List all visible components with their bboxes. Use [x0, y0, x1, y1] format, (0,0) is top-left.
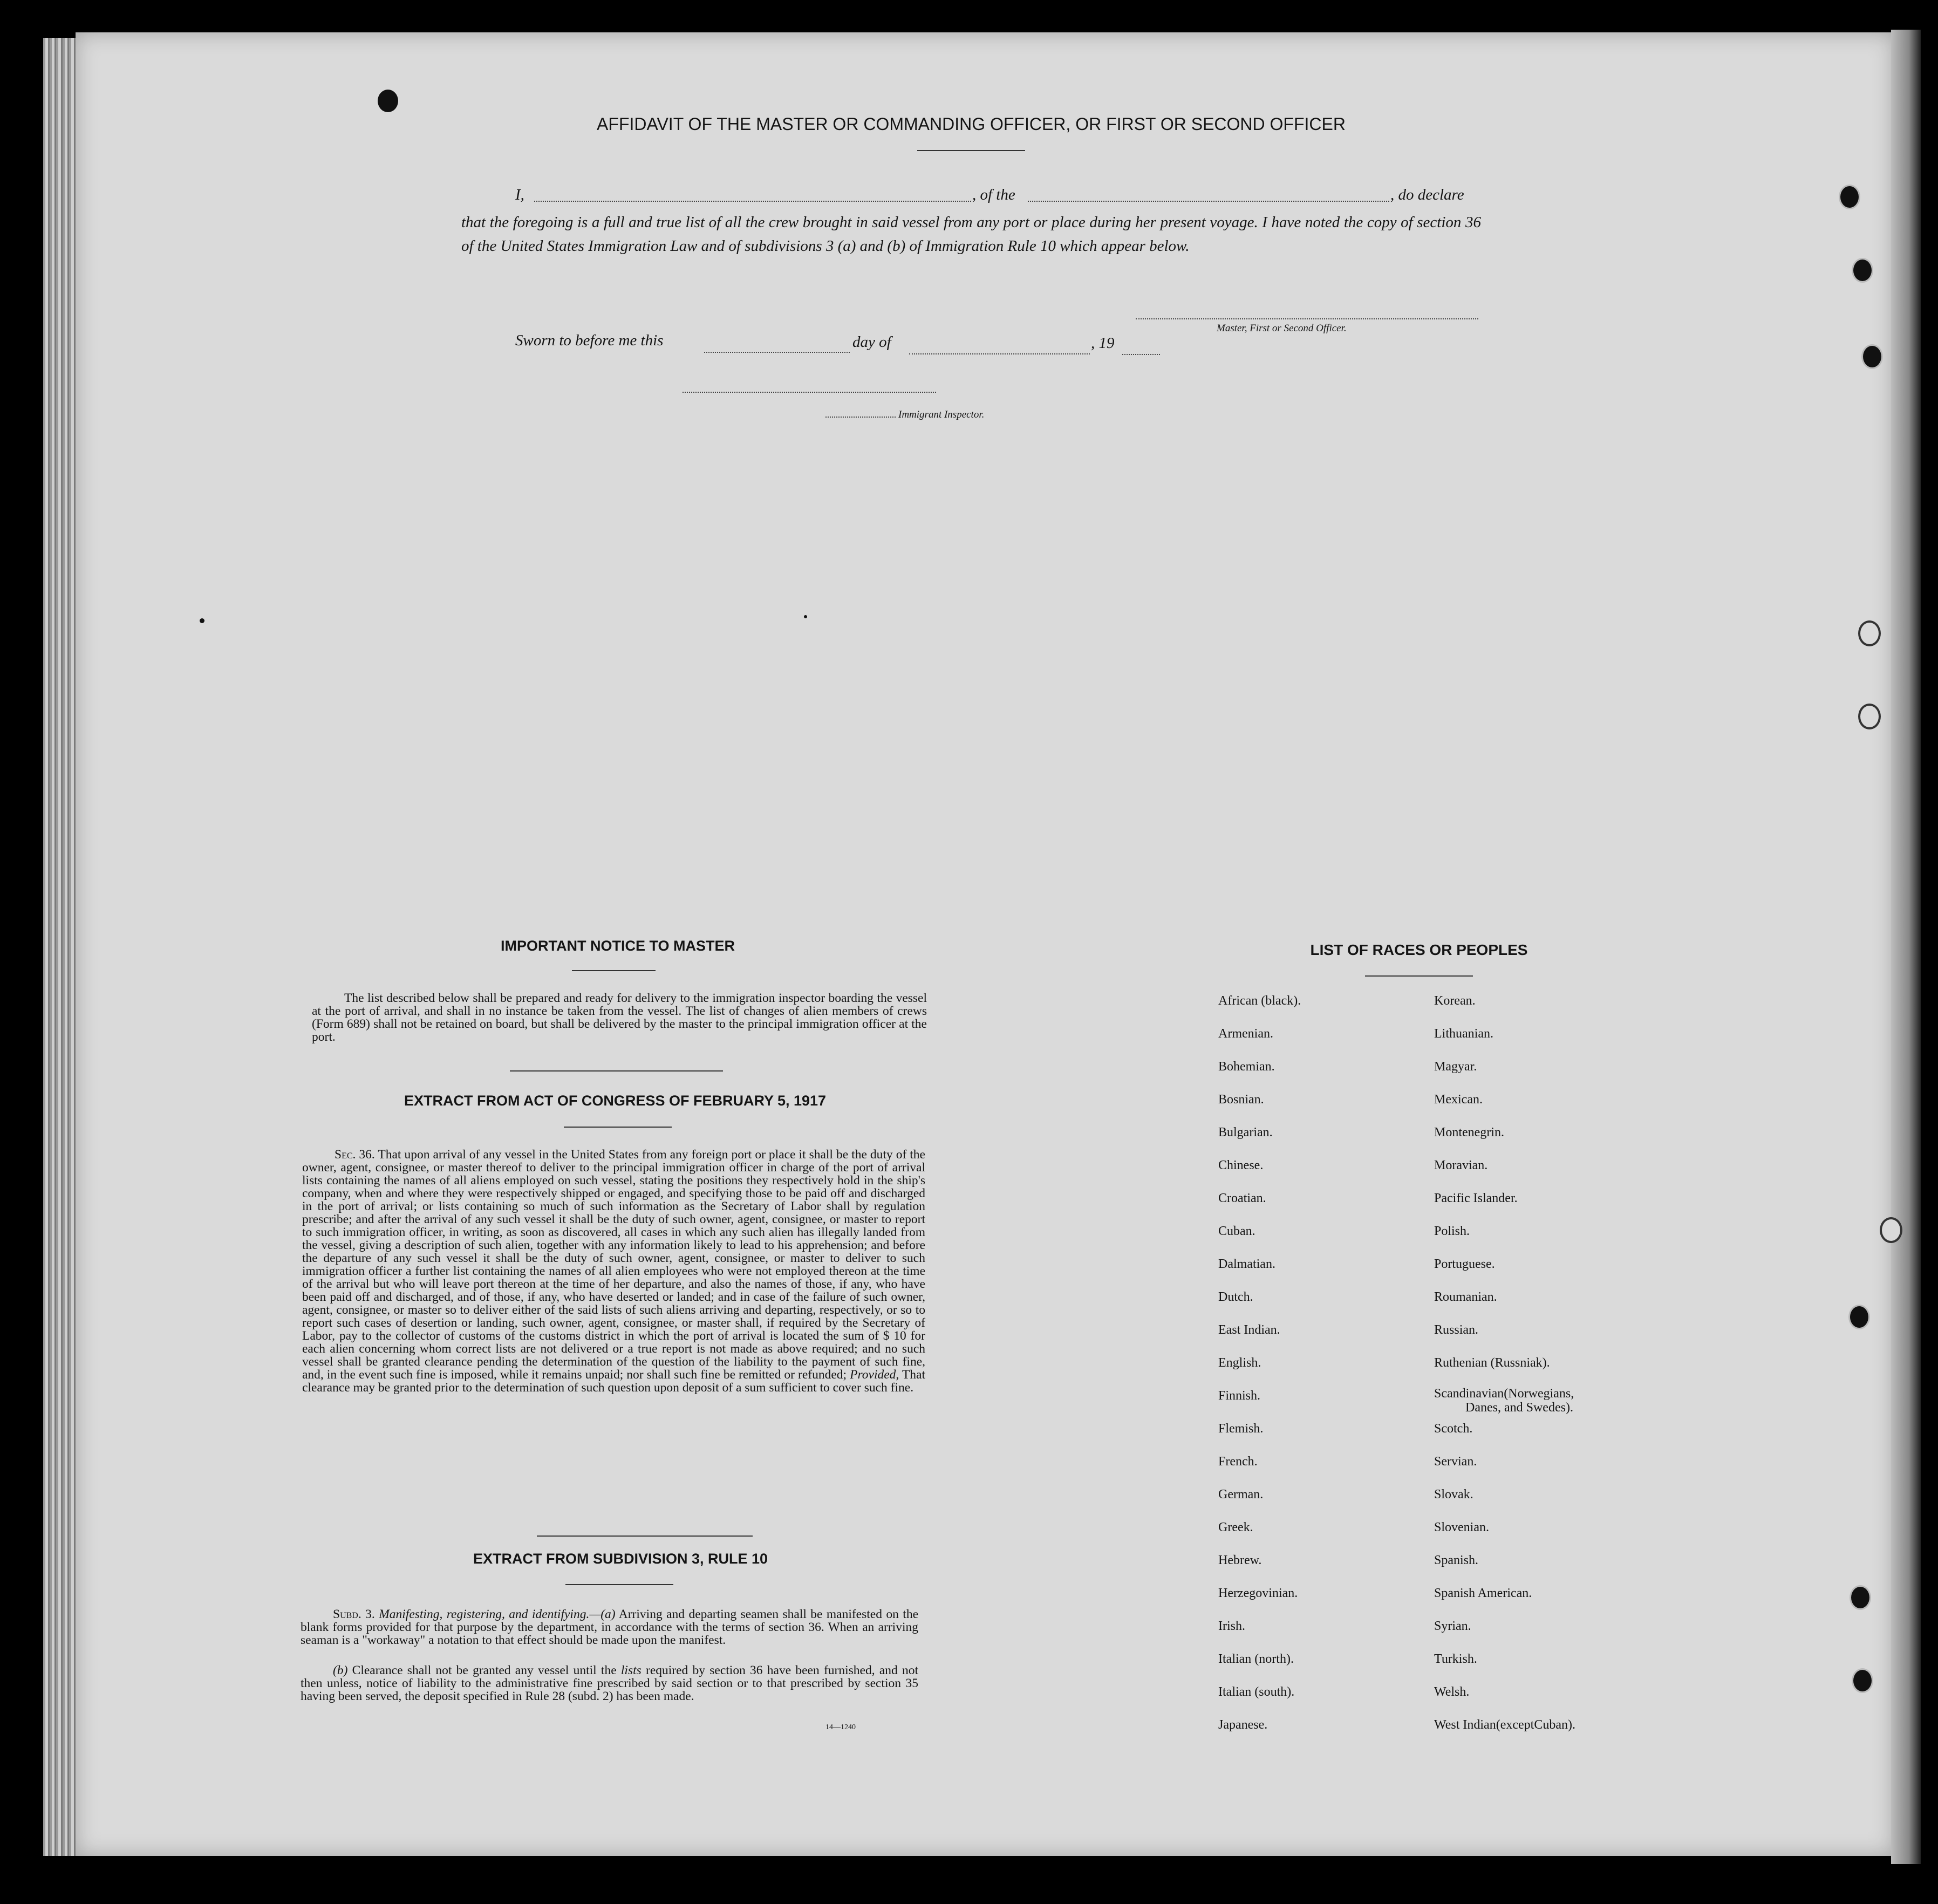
divider — [564, 1127, 672, 1128]
lists-word: lists — [620, 1663, 642, 1677]
sworn-day-blank — [704, 352, 850, 353]
divider — [917, 150, 1025, 151]
affidavit-title: AFFIDAVIT OF THE MASTER OR COMMANDING OFFICER, OR FIRST OR SECOND OFFICER — [597, 114, 1346, 134]
race-item: West Indian(exceptCuban). — [1434, 1718, 1575, 1732]
subd-heading: Manifesting, registering, and identifying.—(a) — [379, 1607, 616, 1621]
rule10-text-b — [301, 1664, 918, 1703]
race-item: Finnish. — [1218, 1389, 1261, 1403]
race-item: Irish. — [1218, 1619, 1245, 1633]
rule10-title: EXTRACT FROM SUBDIVISION 3, RULE 10 — [473, 1551, 768, 1567]
race-item: Slovak. — [1434, 1487, 1473, 1502]
divider — [537, 1536, 753, 1537]
race-item: Spanish American. — [1434, 1586, 1532, 1600]
rule10-text-a — [301, 1608, 918, 1647]
race-item: Welsh. — [1434, 1685, 1470, 1699]
punch-hole — [1839, 185, 1860, 209]
race-item: Bosnian. — [1218, 1093, 1264, 1107]
divider — [510, 1070, 723, 1072]
rule10-a-body: Arriving and departing seamen shall be manifested on the blank forms provided for that purpose by the department, in accordance with the terms of section 36. When an arriving seaman is a "workaway" a notation to that effect should be made upon the manifest. — [301, 1607, 918, 1647]
binding-edge — [43, 38, 77, 1856]
ink-spot — [378, 90, 398, 112]
races-left-column — [1218, 994, 1301, 1751]
race-item — [1434, 1387, 1575, 1420]
punch-hole — [1858, 620, 1881, 646]
races-right-column — [1434, 994, 1575, 1751]
rule10-b-body1: Clearance shall not be granted any vessel until the — [352, 1663, 617, 1677]
punch-hole — [1852, 258, 1873, 283]
vessel-blank — [1028, 201, 1389, 202]
race-item: Turkish. — [1434, 1652, 1477, 1666]
divider — [572, 970, 656, 971]
notice-text: The list described below shall be prepared and ready for delivery to the immigration inspector boarding the vessel at the port of arrival, and shall in no instance be taken from the vessel. The list of changes of alien members of crews (Form 689) shall not be retained on board, but shall be delivered by the master to the principal immigration officer at the port. — [312, 991, 927, 1044]
act-body: That upon arrival of any vessel in the United States from any foreign port or place it shall be the duty of the owner, agent, consignee, or master thereof to deliver to the principal immigration officer in charge of the port of arrival lists containing the names of all aliens employed on such vessel, stating the positions they respectively hold in the ship's company, when and where they were respectively shipped or engaged, and specifying those to be paid off and discharged in the port of arrival; or lists containing so much of such information as the Secretary of Labor shall by regulation prescribe; and after the arrival of any such vessel it shall be the duty of such owner, agent, consignee, or master to report to such immigration officer, in writing, as soon as discovered, all cases in which any such alien has illegally landed from the vessel, giving a description of such alien, together with any information likely to lead to his apprehension; and before the departure of any such vessel it shall be the duty of such owner, agent, consignee, or master to deliver to such immigration officer a further list containing the names of all alien employees who were not employed thereon at the time of the arrival but who will leave port thereon at the time of her departure, and also the names of those, if any, who have been paid off and discharged, and of those, if any, who have deserted or landed; and in case of the failure of such owner, agent, consignee, or master so to deliver either of the said lists of such aliens arriving and departing, respectively, or so to report such cases of desertion or landing, such owner, agent, consignee, or master shall, if required by the Secretary of Labor, pay to the collector of customs of the customs district in which the port of arrival is located the sum of $ 10 for each alien concerning whom correct lists are not delivered or a true report is not made as above required; and no such vessel shall be granted clearance pending the determination of the question of the liability to the payment of such fine, and, in the event such fine is imposed, while it remains unpaid; nor shall such fine be remitted or refunded; — [302, 1148, 925, 1382]
act-text — [302, 1148, 925, 1394]
ink-spot — [804, 615, 807, 618]
race-item: Herzegovinian. — [1218, 1586, 1298, 1600]
master-caption: Master, First or Second Officer. — [1217, 323, 1347, 334]
name-blank — [534, 201, 971, 202]
race-item: Syrian. — [1434, 1619, 1471, 1633]
race-item: Japanese. — [1218, 1718, 1268, 1732]
provided-word: Provided, — [850, 1368, 899, 1382]
race-item: Armenian. — [1218, 1027, 1273, 1041]
punch-hole — [1858, 704, 1881, 729]
notice-title: IMPORTANT NOTICE TO MASTER — [501, 938, 735, 954]
rule10-b-body2: required by section 36 have been furnished, and not then unless, notice of liability to the administrative fine prescribed by said section or to that prescribed by section 35 having been served, the deposit specified in Rule 28 (subd. 2) has been made. — [301, 1663, 919, 1703]
affidavit-body: that the foregoing is a full and true list of all the crew brought in said vessel from any port or place during her present voyage. I have noted the copy of section 36 of the United States Immigration Law and of subdivisions 3 (a) and (b) of Immigration Rule 10 which appear below. — [461, 214, 1481, 255]
year-label: , 19 — [1091, 335, 1115, 352]
race-item-line2: Danes, and Swedes). — [1465, 1401, 1573, 1415]
race-item: Portuguese. — [1434, 1257, 1495, 1271]
punch-hole — [1850, 1585, 1871, 1610]
master-signature-line — [1136, 318, 1478, 319]
race-item: Greek. — [1218, 1520, 1253, 1534]
page-stack-edge — [1891, 30, 1921, 1864]
race-item: Moravian. — [1434, 1158, 1488, 1172]
race-item: Italian (south). — [1218, 1685, 1295, 1699]
race-item: Bohemian. — [1218, 1060, 1275, 1074]
race-item: African (black). — [1218, 994, 1301, 1008]
race-item: Servian. — [1434, 1455, 1477, 1469]
race-item: Dutch. — [1218, 1290, 1253, 1304]
race-item: Hebrew. — [1218, 1553, 1262, 1567]
act-body-end: That clearance may be granted prior to the determination of such question upon deposit of a sum sufficient to cover such fine. — [302, 1368, 926, 1395]
inspector-caption: Immigrant Inspector. — [898, 409, 985, 420]
sworn-month-blank — [909, 353, 1090, 354]
race-item: Korean. — [1434, 994, 1476, 1008]
sec-36-label: Sec. 36. — [335, 1148, 375, 1162]
race-item: Roumanian. — [1434, 1290, 1497, 1304]
punch-hole — [1848, 1305, 1870, 1329]
race-item: English. — [1218, 1356, 1261, 1370]
race-item: Chinese. — [1218, 1158, 1264, 1172]
subd-label: Subd. 3. — [333, 1607, 375, 1621]
races-title: LIST OF RACES OR PEOPLES — [1310, 941, 1528, 958]
race-item: Magyar. — [1434, 1060, 1477, 1074]
form-number: 14—1240 — [825, 1723, 856, 1731]
day-of-label: day of — [852, 333, 891, 351]
divider — [565, 1584, 673, 1585]
race-item: German. — [1218, 1487, 1264, 1502]
race-item: Mexican. — [1434, 1093, 1483, 1107]
race-item: East Indian. — [1218, 1323, 1280, 1337]
race-item: Scotch. — [1434, 1422, 1473, 1436]
ink-spot — [200, 618, 204, 623]
race-item: Spanish. — [1434, 1553, 1479, 1567]
race-item: Flemish. — [1218, 1422, 1264, 1436]
punch-hole — [1861, 344, 1883, 369]
sworn-year-blank — [1122, 354, 1160, 355]
race-item: French. — [1218, 1455, 1258, 1469]
inspector-underline — [825, 417, 896, 418]
punch-hole — [1852, 1668, 1873, 1693]
race-item: Ruthenian (Russniak). — [1434, 1356, 1550, 1370]
race-item: Polish. — [1434, 1224, 1470, 1238]
divider — [1365, 975, 1473, 977]
sworn-label: Sworn to before me this — [515, 332, 664, 349]
act-title: EXTRACT FROM ACT OF CONGRESS OF FEBRUARY 5, 1917 — [404, 1093, 827, 1109]
race-item: Croatian. — [1218, 1191, 1266, 1205]
b-label: (b) — [333, 1663, 348, 1677]
inspector-signature-line — [683, 392, 936, 393]
punch-hole — [1880, 1217, 1902, 1243]
race-item: Dalmatian. — [1218, 1257, 1275, 1271]
race-item: Russian. — [1434, 1323, 1479, 1337]
race-item: Lithuanian. — [1434, 1027, 1493, 1041]
race-item: Pacific Islander. — [1434, 1191, 1518, 1205]
race-item: Slovenian. — [1434, 1520, 1489, 1534]
race-item-line1: Scandinavian(Norwegians, — [1434, 1387, 1574, 1401]
of-the-label: , of the — [972, 186, 1015, 203]
race-item: Cuban. — [1218, 1224, 1255, 1238]
race-item: Italian (north). — [1218, 1652, 1294, 1666]
do-declare-label: , do declare — [1390, 186, 1464, 203]
race-item: Bulgarian. — [1218, 1125, 1273, 1139]
affidavit-lead: I, — [515, 186, 524, 203]
race-item: Montenegrin. — [1434, 1125, 1504, 1139]
